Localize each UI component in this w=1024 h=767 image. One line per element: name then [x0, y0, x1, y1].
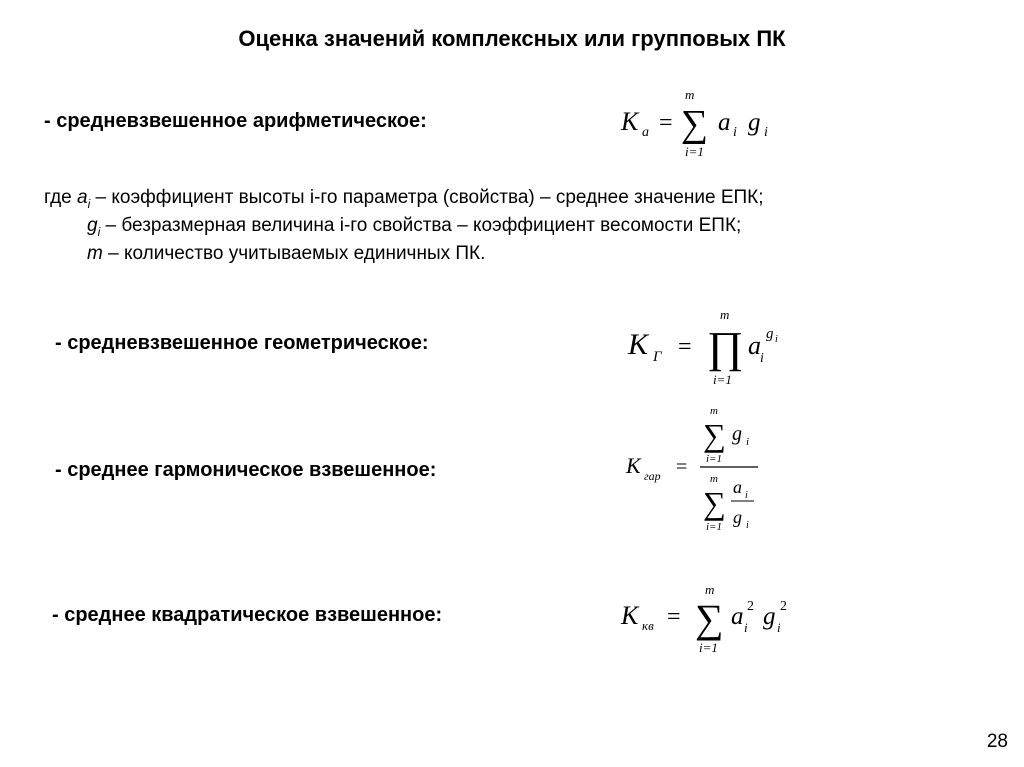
definition-m: m – количество учитываемых единичных ПК.: [87, 243, 486, 264]
quadratic-mean-label: - среднее квадратическое взвешенное:: [52, 604, 443, 626]
quadratic-formula: [615, 580, 815, 660]
formula-k-sub: кв: [642, 618, 654, 633]
numerator-g-sub: i: [746, 436, 750, 448]
geometric-mean-label: - средневзвешенное геометрическое:: [55, 332, 429, 354]
denominator-g-sub: i: [746, 520, 749, 531]
page-number: 28: [986, 731, 1008, 752]
formula-g: g: [763, 603, 776, 630]
formula-eq: =: [678, 334, 692, 360]
product-sign: ∏: [707, 323, 744, 372]
harmonic-mean-label: - среднее гармоническое взвешенное:: [55, 459, 437, 481]
definition-a: где $a_i$ – коэффициент высоты i-го параметра (свойства) – среднее значение ЕПК;: [44, 187, 764, 211]
definition-g: $g_i$ – безразмерная величина i-го свойства – коэффициент весомости ЕПК;: [87, 215, 742, 239]
slide-title: Оценка значений комплексных или групповых ПК: [238, 26, 786, 51]
formula-g-power: 2: [780, 599, 787, 614]
numerator-sum-sign: ∑: [703, 417, 726, 453]
formula-a-power: 2: [747, 599, 754, 614]
denominator-lower-limit: i=1: [706, 521, 722, 533]
formula-lower-limit: i=1: [713, 372, 732, 387]
formula-k: K: [621, 107, 639, 136]
formula-lower-limit: i=1: [699, 640, 718, 655]
formula-k-sub: а: [642, 125, 649, 140]
formula-k: K: [626, 453, 641, 478]
numerator-lower-limit: i=1: [706, 453, 722, 465]
formula-upper-limit: m: [720, 307, 730, 322]
formula-a-sub: i: [760, 351, 764, 366]
formula-exponent: g: [766, 326, 774, 342]
formula-g-sub: i: [777, 620, 781, 635]
formula-k: K: [628, 328, 649, 361]
numerator-upper-limit: m: [710, 405, 718, 417]
denominator-g: g: [733, 507, 742, 527]
formula-g-sub: i: [764, 125, 768, 140]
formula-upper-limit: m: [705, 582, 715, 597]
formula-eq: =: [676, 456, 688, 478]
formula-eq: =: [667, 604, 681, 630]
formula-eq: =: [659, 110, 673, 136]
formula-a-sub: i: [744, 620, 748, 635]
formula-k-sub: Г: [653, 349, 662, 365]
formula-exponent-sub: i: [775, 334, 778, 345]
denominator-sum-sign: ∑: [703, 485, 726, 521]
formula-upper-limit: m: [685, 87, 695, 102]
denominator-a-sub: i: [745, 490, 748, 501]
denominator-upper-limit: m: [710, 473, 718, 485]
formula-k: K: [621, 601, 639, 630]
geometric-formula: [620, 302, 800, 388]
numerator-g: g: [732, 423, 742, 445]
formula-a: a: [748, 331, 761, 360]
sum-sign: ∑: [695, 596, 724, 641]
sum-sign: ∑: [681, 103, 709, 145]
arithmetic-mean-label: - средневзвешенное арифметическое:: [44, 110, 427, 132]
harmonic-formula: [620, 400, 770, 540]
arithmetic-formula: [615, 86, 795, 160]
formula-a: a: [731, 603, 744, 630]
formula-lower-limit: i=1: [685, 144, 704, 159]
formula-a-sub: i: [733, 125, 737, 140]
formula-g: g: [748, 109, 761, 136]
denominator-a: a: [733, 477, 742, 497]
formula-k-sub: гар: [644, 469, 661, 483]
formula-a: a: [718, 109, 731, 136]
